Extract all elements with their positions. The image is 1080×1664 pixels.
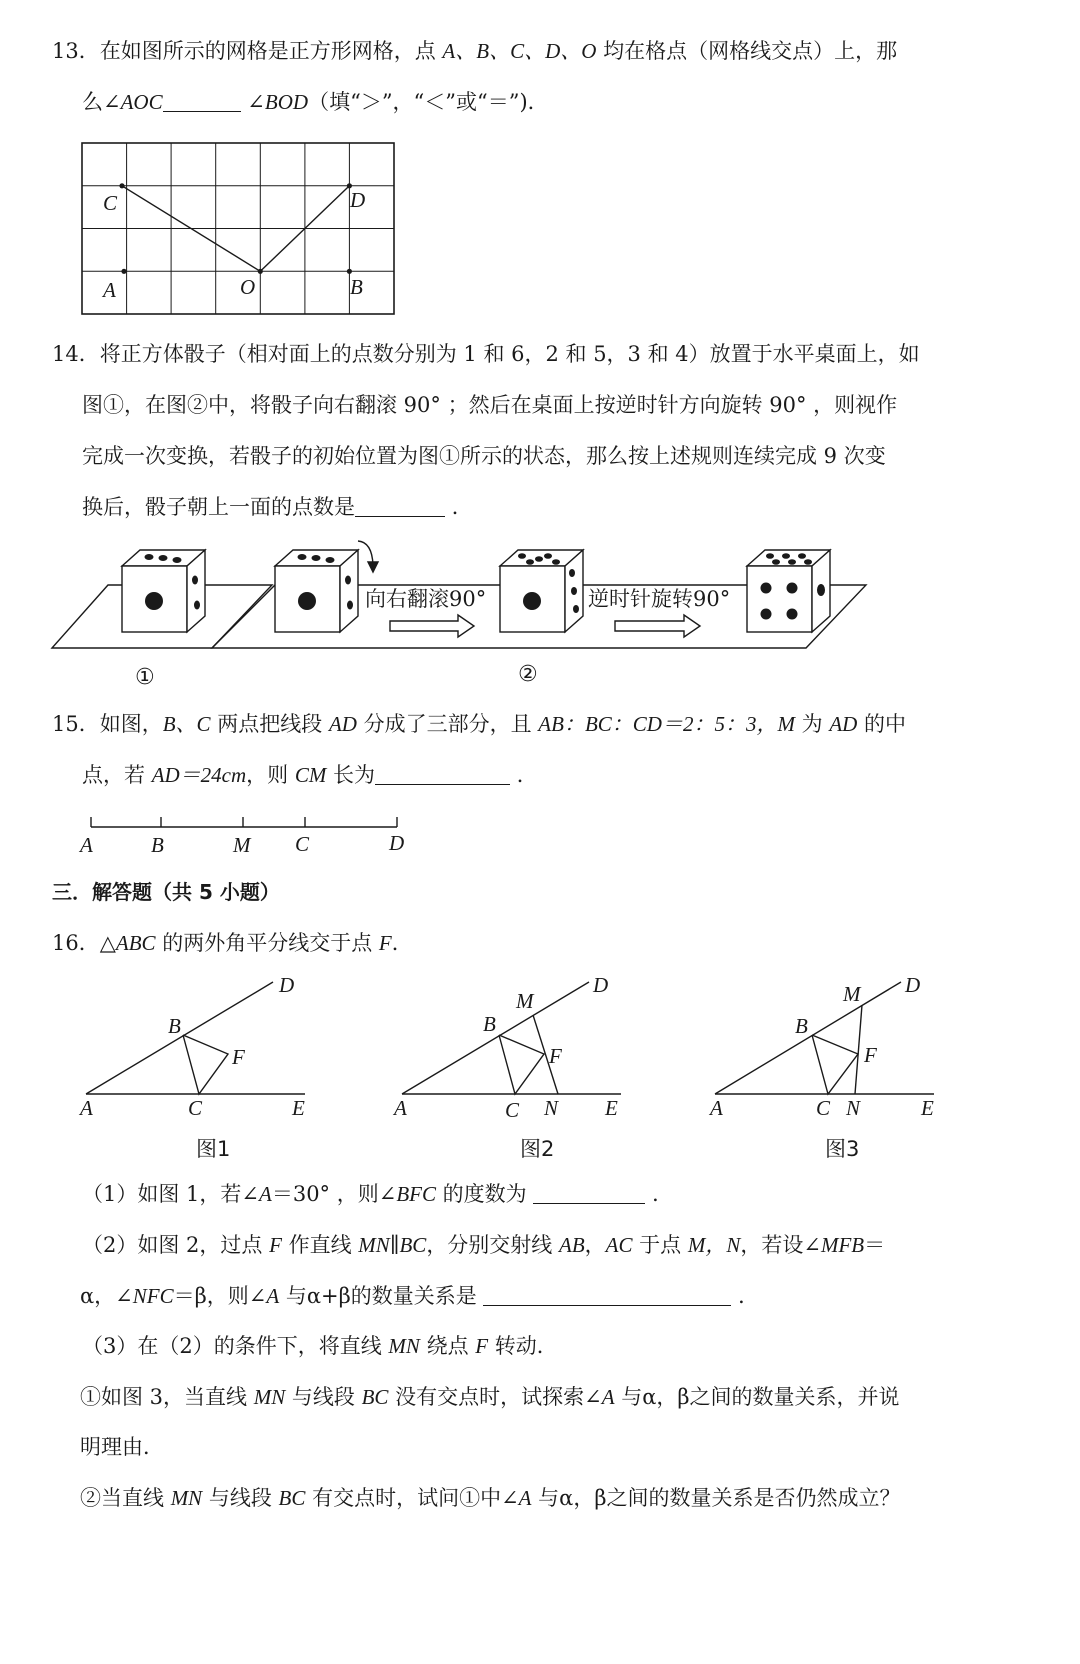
q16-fig3-label-b: B	[795, 1014, 808, 1038]
q13-label-a: A	[103, 278, 116, 302]
q16-fig3-label-m: M	[843, 982, 861, 1006]
q13-label-b: B	[350, 275, 363, 299]
q13-number: 13．	[52, 39, 100, 63]
q16-fig2-label-f: F	[549, 1044, 562, 1068]
q13-line1: 13．在如图所示的网格是正方形网格，点 A、B、C、D、O 均在格点（网格线交点）上，那	[52, 39, 898, 63]
q16-part3-sub1-line2: 明理由．	[80, 1435, 164, 1459]
q15-answer-blank[interactable]	[375, 764, 510, 785]
q14-line2: 图①，在图②中，将骰子向右翻滚 90° ；然后在桌面上按逆时针方向旋转 90° ，则视作	[82, 393, 898, 417]
q16-fig3-label-a: A	[710, 1096, 723, 1120]
section-3-heading: 三．解答题（共 5 小题）	[52, 880, 280, 904]
q14-line4: 换后，骰子朝上一面的点数是 ．	[82, 495, 473, 519]
q16-fig3-label-f: F	[864, 1043, 877, 1067]
q13-grid-figure	[82, 143, 394, 314]
q16-fig2-label-a: A	[394, 1096, 407, 1120]
q16-fig2-label-b: B	[483, 1012, 496, 1036]
q14-answer-blank[interactable]	[355, 496, 445, 517]
q16-number: 16．	[52, 931, 100, 955]
q14-line3: 完成一次变换，若骰子的初始位置为图①所示的状态，那么按上述规则连续完成 9 次变	[82, 444, 886, 468]
q13-label-o: O	[240, 275, 256, 299]
q14-fig1-label: ①	[135, 665, 155, 690]
q14-roll-label: 向右翻滚90°	[365, 587, 487, 611]
q16-fig3-label-e: E	[921, 1096, 934, 1120]
q16-fig2-label-c: C	[505, 1098, 520, 1122]
q16-part2-answer-blank[interactable]	[483, 1285, 731, 1306]
q15-label-d: D	[389, 831, 405, 855]
q15-label-a: A	[80, 833, 93, 857]
q14-line1: 14．将正方体骰子（相对面上的点数分别为 1 和 6，2 和 5，3 和 4）放置于水平桌面上，如	[52, 342, 920, 366]
q14-rotate-label: 逆时针旋转90°	[588, 587, 731, 611]
q16-fig1-caption: 图1	[196, 1137, 231, 1161]
q15-label-m: M	[233, 833, 251, 857]
q13-label-d: D	[350, 188, 366, 212]
q16-fig1-label-b: B	[168, 1014, 181, 1038]
q14-fig2-label: ②	[518, 662, 538, 687]
q16-figure-3	[715, 982, 934, 1094]
q15-label-b: B	[151, 833, 164, 857]
q16-fig1-label-a: A	[80, 1096, 93, 1120]
q16-fig2-label-m: M	[516, 989, 534, 1013]
q16-part1-answer-blank[interactable]	[533, 1183, 645, 1204]
q16-part2-line2: α，∠NFC＝β，则∠A 与α+β的数量关系是 ．	[80, 1284, 760, 1308]
q16-fig3-caption: 图3	[825, 1137, 860, 1161]
q13-label-c: C	[103, 191, 118, 215]
q15-number: 15．	[52, 712, 100, 736]
q16-fig3-label-d: D	[905, 973, 921, 997]
q16-fig2-label-d: D	[593, 973, 609, 997]
q16-part3-sub1-line1: ①如图 3，当直线 MN 与线段 BC 没有交点时，试探索∠A 与α，β之间的数量关系，并说	[80, 1385, 900, 1409]
q16-fig2-label-n: N	[544, 1096, 559, 1120]
q16-part3-sub2: ②当直线 MN 与线段 BC 有交点时，试问①中∠A 与α，β之间的数量关系是否仍然成立？	[80, 1486, 901, 1510]
q15-label-c: C	[295, 832, 310, 856]
q16-fig1-label-c: C	[188, 1096, 203, 1120]
q16-fig1-label-e: E	[292, 1096, 305, 1120]
q16-stem: 16．△ABC 的两外角平分线交于点 F．	[52, 931, 413, 955]
q16-fig1-label-f: F	[232, 1045, 245, 1069]
q16-fig2-label-e: E	[605, 1096, 618, 1120]
q15-line1: 15．如图，B、C 两点把线段 AD 分成了三部分，且 AB：BC：CD＝2：5：3，M 为 AD 的中	[52, 712, 907, 736]
q16-fig2-caption: 图2	[520, 1137, 555, 1161]
q13-line2: 么∠AOC ∠BOD（填“＞”，“＜”或“＝”)．	[82, 90, 549, 114]
q16-part1: （1）如图 1，若∠A＝30° ，则∠BFC 的度数为 ．	[82, 1182, 674, 1206]
q16-part3: （3）在（2）的条件下，将直线 MN 绕点 F 转动．	[82, 1334, 558, 1358]
q16-part2-line1: （2）如图 2，过点 F 作直线 MN∥BC，分别交射线 AB，AC 于点 M，N，若设∠MFB＝	[82, 1233, 886, 1257]
q14-number: 14．	[52, 342, 100, 366]
q16-figure-2	[402, 982, 621, 1094]
q15-segment-figure	[91, 817, 397, 827]
q15-line2: 点，若 AD＝24cm，则 CM 长为 ．	[82, 763, 538, 787]
q16-figure-1	[86, 982, 305, 1094]
q16-fig1-label-d: D	[279, 973, 295, 997]
q16-fig3-label-c: C	[816, 1096, 831, 1120]
q16-fig3-label-n: N	[846, 1096, 861, 1120]
